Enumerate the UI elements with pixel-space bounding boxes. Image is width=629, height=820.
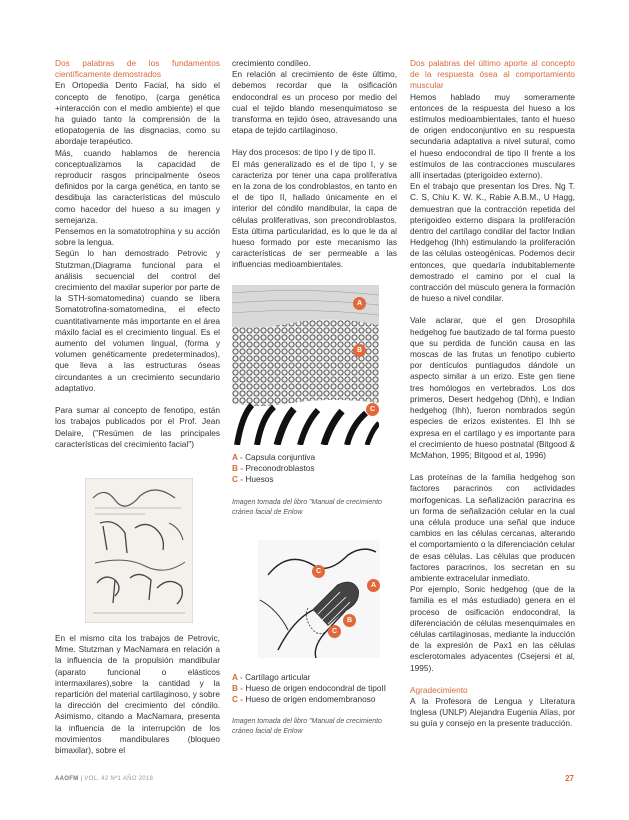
footer-separator: | [78,776,85,782]
paragraph: Por ejemplo, Sonic hedgehog (que de la familia es el más estudiado) genera en el proceso de osificación endocondral, la diferenciación de células mesenquimales en células cartilaginosas, mediante la inducción de la expresión de Pax1 en las células esclerotomales adyacentes (Csejersi et al, 1995). [410,584,575,673]
legend-item: B - Hueso de origen endocondral de tipoII [232,683,387,694]
column-right [410,58,575,730]
journal-footer [55,776,153,782]
paragraph: A la Profesora de Lengua y Literatura Inglesa (UNLP) Alejandra Eugenia Alías, por su guía y consejo en la presente traducción. [410,695,575,729]
marker-c: C [366,403,379,416]
paragraph: Hay dos procesos: de tipo I y de tipo II. [232,147,376,158]
figure-legend [232,672,407,706]
column-left-continued [55,633,220,756]
paragraph: El más generalizado es el de tipo I, y se caracteriza por tener una capa proliferativa en la zona de los condroblastos, en tanto en el de tipo II, hallado únicamente en el interior del cóndilo mandibular, la capa de células proliferativas, son precondroblastos. Esta última particularidad, es lo que le da al hueso formado por este mecanismo las características de ser permeable a las influencias medioambientales. [232,158,397,270]
figure-caption: Imagen tomada del libro "Manual de crecimiento cráneo facial de Enlow [232,718,382,735]
marker-b: B [353,344,366,357]
paragraph: crecimiento condíleo. [232,58,311,68]
legend-item: A - Cartílago articular [232,672,311,682]
section-heading-agradecimiento: Agradecimiento [410,684,468,695]
marker-c: C [312,565,325,578]
section-heading-fundamentos: Dos palabras de los fundamentos científicamente demostrados [55,58,220,80]
column-left [55,58,220,450]
figure-legend [232,452,397,486]
column-middle [232,58,397,271]
paragraph: Hemos hablado muy someramente entonces de la respuesta del hueso a los estímulos medioambientales, tanto el hueso de origen endoconjuntivo en su respuesta secundaria adaptativa a nivel sutural, como el hueso endocondral de tipo II frente a los estímulos de las contracciones musculares allí insertadas (pterigoideo externo). [410,91,575,181]
paragraph: Las proteínas de la familia hedgehog son factores paracrinos con actividades morfogenicas. La señalización paracrina es un forma de señalización celular en la cual una célula produce una señal que induce cambios en las células cercanas, alterando el comportamiento o la diferenciación celular de esas células. Las células que producen factores paracrinos, los secretan en su ambiente extracelular inmediato. [410,472,575,583]
marker-a: A [353,297,366,310]
paragraph: Para sumar al concepto de fenotipo, están los trabajos publicados por el Prof. Jean Delaire, ("Resúmen de las principales características del crecimiento facial") [55,405,220,449]
journal-name: AAOFM [55,776,79,782]
marker-c: C [328,625,341,638]
paragraph: En relación al crecimiento de éste último, debemos recordar que la osificación endocondral es un proceso por medio del cual el tejido blando mesenquimatoso se transforma en tejido óseo, atravesando una etapa de tejido cartilaginoso. [232,69,397,136]
marker-a: A [367,579,380,592]
legend-item: B - Preconodroblastos [232,463,315,474]
page-number: 27 [565,774,574,783]
journal-volume: VOL. 42 Nº1 AÑO 2018 [84,776,154,782]
figure-caption: Imagen tomada del libro "Manual de crecimiento cráneo facial de Enlow [232,499,382,516]
section-heading-ultimo-aporte: Dos palabras del último aporte al concepto de la respuesta ósea al comportamiento muscular [410,58,575,91]
marker-b: B [343,614,356,627]
paragraph: En el mismo cita los trabajos de Petrovic, Mme. Stutzman y MacNamara en relación a la influencia de la propulsión mandibular (aparato funcional o elásticos intermaxilares),sobre la cantidad y la repartición del material cartilaginoso, y sobre la dirección del crecimiento del cóndilo. Asimismo, citando a MacNamara, presenta la influencia de la interrupción de los movimientos mandibulares (bloqueo bimaxilar), sobre el [55,633,220,756]
sketch-diagram-figure [85,478,193,623]
condyle-diagram-figure [258,540,380,658]
legend-item: C - Hueso de origen endomembranoso [232,694,376,705]
legend-item: C - Huesos [232,474,274,485]
paragraph: Según lo han demostrado Petrovic y Stutzman,(Diagrama funcional para el análisis secuencial del control del crecimiento del maxilar superior por parte de la STH-somatomedina) cuando se libera Somatotrofina-somatomedina, el efecto cuantitativamente más importante en el área máxilo facial es el crecimiento lingual. Es el aumento del volumen lingual, (forma y volumen genéticamente predeterminados), que lleva a las estructuras óseas circundantes a un crecimiento secundario adaptativo. [55,248,220,393]
paragraph: Pensemos en la somatotrophina y su acción sobre la lengua. [55,226,220,248]
paragraph: En Ortopedia Dento Facial, ha sido el concepto de fenotipo, (carga genética +interacción con el medio ambiente) el que ha guiado tanto la comprensión de la etiopatogenia de las disgnacias, como su abordaje terapéutico. [55,80,220,147]
paragraph: Vale aclarar, que el gen Drosophila hedgehog fue bautizado de tal forma puesto que su perdida de función causa en las moscas de las frutas un fenotipo cubierto por dentículos puntiagudos dándole un aspecto similar a un erizo. Este gen tiene tres homólogos en vertebrados. Los dos primeros, Desert hedgehog (Dhh), e Indian hedgehog (Ihh), fueron nombrados según especies de erizos existentes. El Ihh se expresa en el cartílago y es importante para el crecimiento de hueso postnatal (Bitgood & McMahon, 1995; Bitgood et al, 1996) [410,315,575,460]
legend-item: A - Capsula conjuntiva [232,452,316,462]
paragraph: En el trabajo que presentan los Dres. Ng T. C. S, Chiu K. W. K., Rabie A.B.M., U Hagg, demuestran que la contracción repetida del pterigoideo externo dispara la proliferación dentro del cartílago condilar del factor Indian Hedgehog (Ihh) estimulando la proliferación de las células osteogénicas. Podemos decir entonces, que quedaría indubitablemente demostrado el camino por el cual la contracción del músculo genera la formación de hueso a nivel condilar. [410,181,575,304]
paragraph: Más, cuando hablamos de herencia conceptualizamos la capacidad de reproducir rasgos principalmente óseos definidos por la carga genética, en tanto se desdibuja las características del músculo como hacedor del hueso a su imagen y semejanza. [55,147,220,225]
